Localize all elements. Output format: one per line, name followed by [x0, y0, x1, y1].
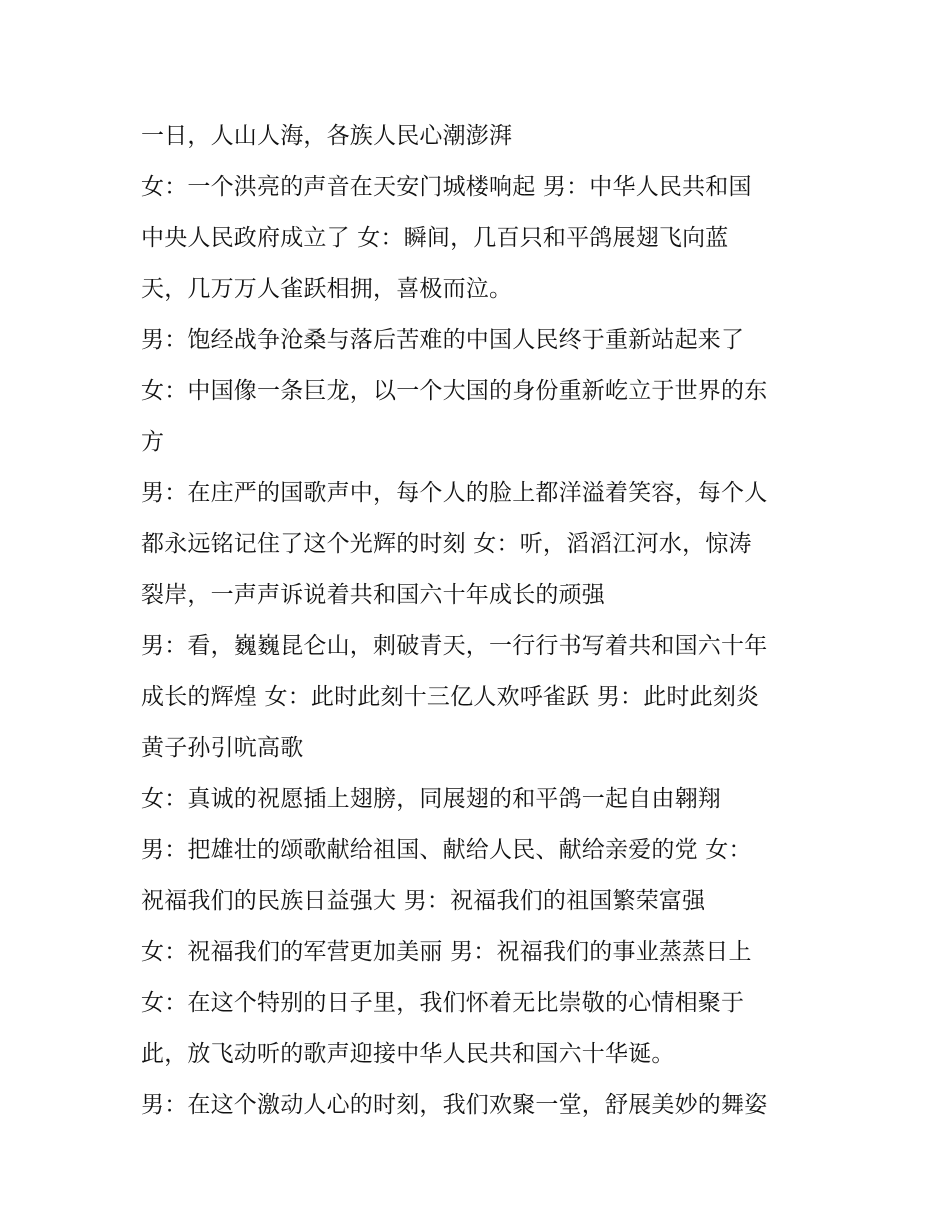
text-line: 中央人民政府成立了 女：瞬间，几百只和平鸽展翅飞向蓝: [141, 225, 729, 251]
text-line: 男：把雄壮的颂歌献给祖国、献给人民、献给亲爱的党 女：: [141, 837, 752, 863]
text-line: 男：饱经战争沧桑与落后苦难的中国人民终于重新站起来了: [141, 327, 745, 353]
text-line: 此，放飞动听的歌声迎接中华人民共和国六十华诞。: [141, 1041, 675, 1067]
text-line: 女：中国像一条巨龙，以一个大国的身份重新屹立于世界的东: [141, 378, 768, 404]
text-line: 黄子孙引吭高歌: [141, 735, 304, 761]
script-text-body: [141, 111, 831, 1131]
text-line: 祝福我们的民族日益强大 男：祝福我们的祖国繁荣富强: [141, 888, 706, 914]
text-line: 成长的辉煌 女：此时此刻十三亿人欢呼雀跃 男：此时此刻炎: [141, 684, 760, 710]
text-line: 男：在庄严的国歌声中，每个人的脸上都洋溢着笑容，每个人: [141, 480, 768, 506]
text-line: 女：祝福我们的军营更加美丽 男：祝福我们的事业蒸蒸日上: [141, 939, 752, 965]
text-line: 男：看，巍巍昆仑山，刺破青天，一行行书写着共和国六十年: [141, 633, 768, 659]
text-line: 女：真诚的祝愿插上翅膀，同展翅的和平鸽一起自由翱翔: [141, 786, 721, 812]
text-line: 男：在这个激动人心的时刻，我们欢聚一堂，舒展美妙的舞姿: [141, 1092, 768, 1118]
text-line: 女：一个洪亮的声音在天安门城楼响起 男：中华人民共和国: [141, 174, 752, 200]
text-line: 都永远铭记住了这个光辉的时刻 女：听，滔滔江河水，惊涛: [141, 531, 752, 557]
text-line: 裂岸，一声声诉说着共和国六十年成长的顽强: [141, 582, 605, 608]
text-line: 方: [141, 429, 165, 455]
text-line: 女：在这个特别的日子里，我们怀着无比崇敬的心情相聚于: [141, 990, 745, 1016]
text-line: 一日，人山人海，各族人民心潮澎湃: [141, 123, 513, 149]
text-line: 天，几万万人雀跃相拥，喜极而泣。: [141, 276, 513, 302]
